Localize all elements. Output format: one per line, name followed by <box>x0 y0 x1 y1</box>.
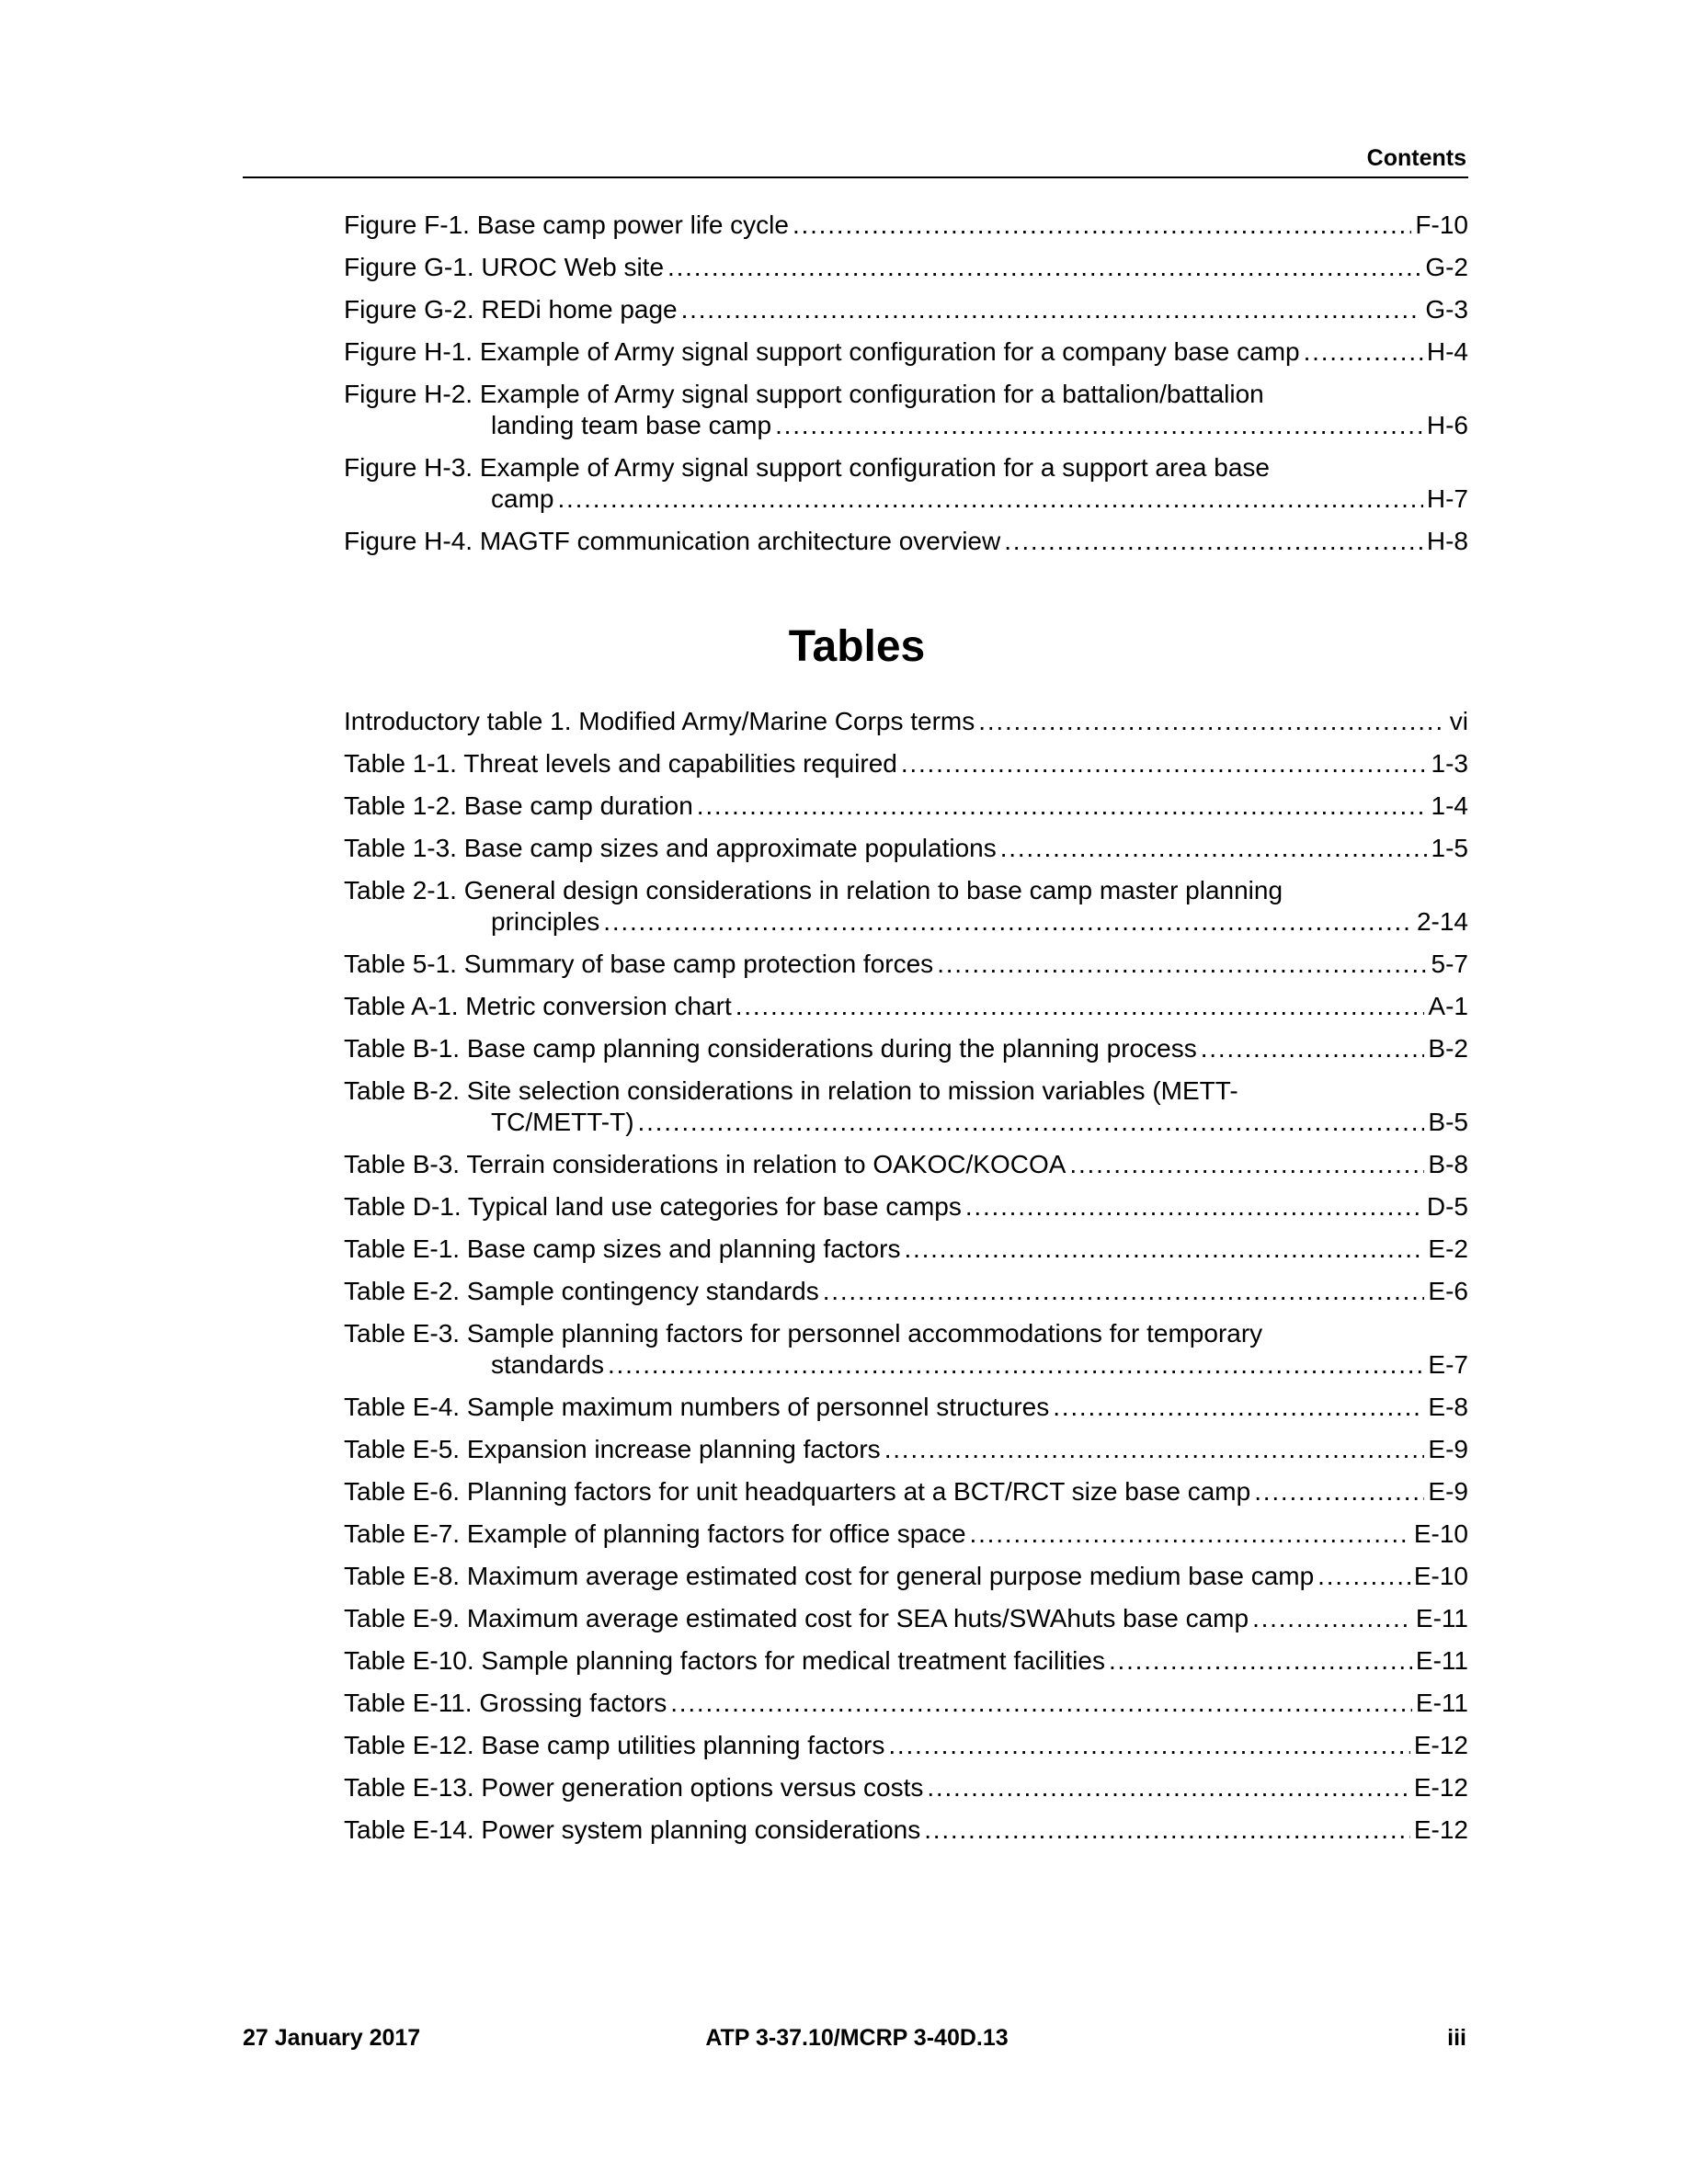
toc-entry-title-line: Figure H-3. Example of Army signal support configuration for a support area base <box>344 453 1270 482</box>
toc-entry-page: 1-3 <box>1431 749 1468 778</box>
toc-entry-page: E-6 <box>1428 1277 1468 1305</box>
toc-entry-title: Table E-11. Grossing factors <box>344 1689 667 1717</box>
toc-entry[interactable] <box>344 875 1468 938</box>
toc-entry-title: Table A-1. Metric conversion chart <box>344 992 732 1020</box>
dot-leader <box>904 1234 1424 1265</box>
toc-entry-page: G-2 <box>1425 253 1468 281</box>
toc-entry[interactable] <box>344 1645 1468 1677</box>
toc-entry[interactable] <box>344 1149 1468 1180</box>
toc-entry[interactable] <box>344 1476 1468 1507</box>
toc-entry-title: Table B-1. Base camp planning considerations during the planning process <box>344 1034 1197 1063</box>
dot-leader <box>557 483 1422 515</box>
toc-entry-title: Table B-3. Terrain considerations in relation to OAKOC/KOCOA <box>344 1150 1066 1178</box>
tables-heading: Tables <box>788 622 926 671</box>
dot-leader <box>681 294 1422 325</box>
toc-entry-page: 2-14 <box>1416 907 1468 936</box>
toc-entry-title: Table E-7. Example of planning factors for office space <box>344 1519 966 1548</box>
toc-entry-page: E-11 <box>1415 1646 1468 1675</box>
toc-entry-title: Figure G-2. REDi home page <box>344 295 678 324</box>
dot-leader <box>924 1814 1410 1846</box>
toc-entry-title-line: Table B-2. Site selection considerations in relation to mission variables (METT- <box>344 1076 1238 1105</box>
dot-leader <box>670 1688 1412 1719</box>
toc-entry[interactable] <box>344 1318 1468 1381</box>
footer-publication: ATP 3-37.10/MCRP 3-40D.13 <box>705 2025 1009 2051</box>
toc-entry[interactable] <box>344 1075 1468 1138</box>
toc-entry-page: E-12 <box>1413 1731 1468 1759</box>
toc-entry-page: E-9 <box>1428 1477 1468 1506</box>
toc-entry[interactable] <box>344 1603 1468 1634</box>
dot-leader <box>667 252 1421 283</box>
toc-entry-page: A-1 <box>1428 992 1468 1020</box>
dot-leader <box>888 1730 1410 1761</box>
dot-leader <box>1317 1561 1410 1592</box>
toc-entry-page: E-10 <box>1413 1519 1468 1548</box>
dot-leader <box>937 949 1427 980</box>
toc-entry-title: Table 1-3. Base camp sizes and approximate populations <box>344 834 997 862</box>
toc-entry-title: Table E-13. Power generation options versus costs <box>344 1773 924 1802</box>
toc-entry-title: Table E-9. Maximum average estimated cost for SEA huts/SWAhuts base camp <box>344 1604 1249 1632</box>
toc-entry-page: E-10 <box>1413 1562 1468 1590</box>
toc-entry-title: principles <box>491 907 600 936</box>
toc-entry[interactable] <box>344 949 1468 980</box>
toc-entry-page: B-5 <box>1428 1108 1468 1136</box>
toc-entry[interactable] <box>344 791 1468 822</box>
toc-entry-title: Table E-8. Maximum average estimated cost for general purpose medium base camp <box>344 1562 1315 1590</box>
toc-entry[interactable] <box>344 452 1468 515</box>
dot-leader <box>1201 1033 1425 1064</box>
dot-leader <box>1252 1603 1412 1634</box>
toc-entry-page: H-4 <box>1426 337 1468 366</box>
dot-leader <box>608 1349 1424 1381</box>
toc-entry[interactable] <box>344 336 1468 368</box>
toc-entry-page: D-5 <box>1426 1192 1468 1221</box>
toc-entry-page: E-8 <box>1428 1393 1468 1421</box>
dot-leader <box>1304 336 1423 368</box>
dot-leader <box>1004 526 1423 557</box>
toc-entry[interactable] <box>344 833 1468 864</box>
toc-entry-page: H-7 <box>1426 484 1468 513</box>
toc-entry-page: E-12 <box>1413 1773 1468 1802</box>
toc-entry-page: 5-7 <box>1431 950 1468 978</box>
toc-entry[interactable] <box>344 294 1468 325</box>
toc-entry-title-line: Figure H-2. Example of Army signal support configuration for a battalion/battalion <box>344 380 1264 408</box>
toc-entry[interactable] <box>344 1434 1468 1465</box>
dot-leader <box>978 706 1446 737</box>
toc-entry[interactable] <box>344 706 1468 737</box>
dot-leader <box>736 991 1425 1022</box>
footer-date: 27 January 2017 <box>243 2025 421 2051</box>
toc-entry[interactable] <box>344 1814 1468 1846</box>
toc-entry[interactable] <box>344 1033 1468 1064</box>
toc-entry-page: B-8 <box>1428 1150 1468 1178</box>
toc-entry-title: Table E-5. Expansion increase planning factors <box>344 1435 881 1463</box>
toc-entry-page: F-10 <box>1415 210 1468 239</box>
toc-entry-title: Table E-12. Base camp utilities planning factors <box>344 1731 885 1759</box>
toc-entry-title: landing team base camp <box>491 411 772 439</box>
dot-leader <box>1254 1476 1424 1507</box>
toc-entry-page: H-6 <box>1426 411 1468 439</box>
dot-leader <box>1053 1392 1424 1423</box>
dot-leader <box>1069 1149 1424 1180</box>
toc-entry-page: G-3 <box>1425 295 1468 324</box>
dot-leader <box>603 906 1413 938</box>
toc-entry[interactable] <box>344 252 1468 283</box>
toc-entry[interactable] <box>344 1730 1468 1761</box>
running-header: Contents <box>1366 145 1466 171</box>
toc-entry[interactable] <box>344 1234 1468 1265</box>
toc-entry-page: E-11 <box>1415 1604 1468 1632</box>
toc-entry-title: Figure H-1. Example of Army signal support configuration for a company base camp <box>344 337 1300 366</box>
toc-entry-title: Table D-1. Typical land use categories for base camps <box>344 1192 962 1221</box>
dot-leader <box>965 1191 1423 1223</box>
toc-entry-title: Table 1-2. Base camp duration <box>344 791 693 820</box>
toc-entry-page: B-2 <box>1428 1034 1468 1063</box>
toc-entry-title-line: Table 2-1. General design considerations in relation to base camp master planning <box>344 876 1283 904</box>
header-rule <box>243 176 1468 178</box>
toc-entry-page: E-11 <box>1415 1689 1468 1717</box>
toc-entry[interactable] <box>344 210 1468 241</box>
toc-entry-title: Table E-2. Sample contingency standards <box>344 1277 819 1305</box>
toc-entry-title: Table 5-1. Summary of base camp protection forces <box>344 950 934 978</box>
dot-leader <box>1109 1645 1412 1677</box>
toc-entry-title: Table E-1. Base camp sizes and planning factors <box>344 1234 901 1263</box>
toc-entry-page: E-12 <box>1413 1815 1468 1844</box>
dot-leader <box>638 1107 1425 1138</box>
dot-leader <box>823 1276 1425 1307</box>
toc-entry-title: TC/METT-T) <box>491 1108 634 1136</box>
dot-leader <box>884 1434 1425 1465</box>
figures-list <box>344 210 1468 568</box>
toc-entry[interactable] <box>344 1392 1468 1423</box>
dot-leader <box>970 1519 1410 1550</box>
toc-entry-page: 1-4 <box>1431 791 1468 820</box>
toc-entry[interactable] <box>344 1276 1468 1307</box>
toc-entry-page: E-7 <box>1428 1350 1468 1379</box>
toc-entry-title-line: Table E-3. Sample planning factors for personnel accommodations for temporary <box>344 1319 1263 1348</box>
toc-entry-page: E-9 <box>1428 1435 1468 1463</box>
toc-entry-page: 1-5 <box>1431 834 1468 862</box>
toc-entry[interactable] <box>344 1772 1468 1803</box>
toc-entry-title: Table E-4. Sample maximum numbers of personnel structures <box>344 1393 1050 1421</box>
toc-entry-title: Table 1-1. Threat levels and capabilities required <box>344 749 897 778</box>
footer-page-number: iii <box>1447 2025 1466 2051</box>
dot-leader <box>793 210 1411 241</box>
toc-entry[interactable] <box>344 991 1468 1022</box>
toc-entry-title: Table E-6. Planning factors for unit headquarters at a BCT/RCT size base camp <box>344 1477 1251 1506</box>
tables-list <box>344 706 1468 1857</box>
toc-entry-page: E-2 <box>1428 1234 1468 1263</box>
toc-entry[interactable] <box>344 1561 1468 1592</box>
toc-entry-page: vi <box>1449 707 1468 735</box>
toc-entry-title: Table E-14. Power system planning considerations <box>344 1815 921 1844</box>
dot-leader <box>697 791 1428 822</box>
toc-entry[interactable] <box>344 379 1468 441</box>
toc-entry[interactable] <box>344 526 1468 557</box>
toc-entry-title: standards <box>491 1350 604 1379</box>
dot-leader <box>901 748 1428 779</box>
toc-entry-title: camp <box>491 484 554 513</box>
dot-leader <box>1000 833 1428 864</box>
toc-entry[interactable] <box>344 748 1468 779</box>
dot-leader <box>775 410 1423 441</box>
toc-entry[interactable] <box>344 1688 1468 1719</box>
toc-entry-title: Introductory table 1. Modified Army/Marine Corps terms <box>344 707 975 735</box>
toc-entry-title: Figure F-1. Base camp power life cycle <box>344 210 789 239</box>
toc-entry[interactable] <box>344 1519 1468 1550</box>
toc-entry-title: Figure H-4. MAGTF communication architecture overview <box>344 527 1001 555</box>
toc-entry-title: Figure G-1. UROC Web site <box>344 253 665 281</box>
dot-leader <box>927 1772 1410 1803</box>
toc-entry-page: H-8 <box>1426 527 1468 555</box>
toc-entry-title: Table E-10. Sample planning factors for medical treatment facilities <box>344 1646 1105 1675</box>
toc-entry[interactable] <box>344 1191 1468 1223</box>
